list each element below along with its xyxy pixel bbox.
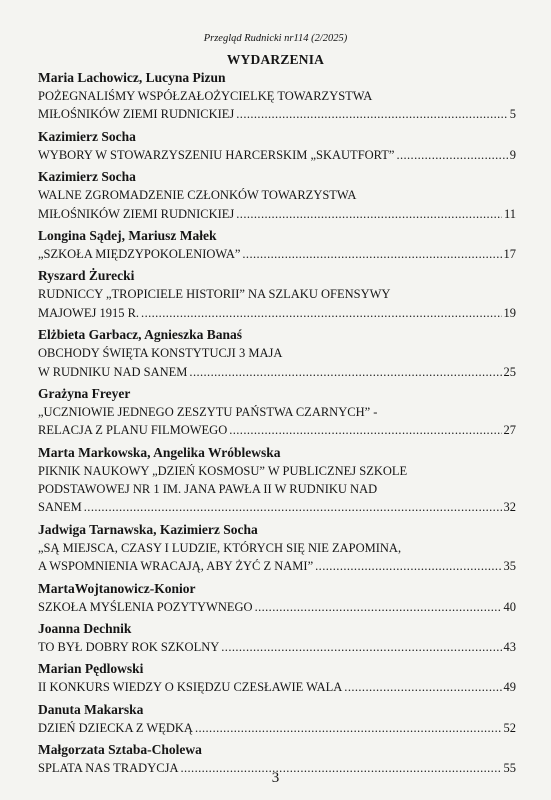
entry-author: Małgorzata Sztaba-Cholewa — [38, 742, 202, 758]
table-of-contents — [38, 68, 516, 781]
entry-author: Marian Pędlowski — [38, 661, 144, 677]
entry-page-number: 19 — [503, 305, 516, 320]
dot-leader — [255, 598, 502, 616]
toc-entry — [38, 520, 516, 576]
entry-title-text: TO BYŁ DOBRY ROK SZKOLNY — [38, 640, 220, 655]
entry-title-line: PIKNIK NAUKOWY „DZIEŃ KOSMOSU” W PUBLICZNEJ SZKOLE — [38, 463, 408, 478]
entry-title-text: MIŁOŚNIKÓW ZIEMI RUDNICKIEJ — [38, 206, 235, 221]
entry-title-text: A WSPOMNIENIA WRACAJĄ, ABY ŻYĆ Z NAMI” — [38, 559, 314, 574]
entry-page-number: 5 — [509, 107, 516, 122]
toc-entry — [38, 619, 516, 656]
entry-title-final-line — [38, 557, 516, 575]
entry-title-final-line — [38, 205, 516, 223]
entry-page-number: 32 — [503, 500, 516, 515]
dot-leader — [141, 304, 501, 322]
entry-title-line: „SĄ MIEJSCA, CZASY I LUDZIE, KTÓRYCH SIĘ NIE ZAPOMINA, — [38, 540, 402, 555]
entry-author: Danuta Makarska — [38, 701, 144, 717]
entry-title-text: MAJOWEJ 1915 R. — [38, 305, 140, 320]
toc-entry — [38, 579, 516, 616]
entry-title-text: SZKOŁA MYŚLENIA POZYTYWNEGO — [38, 599, 253, 614]
entry-title-text: SANEM — [38, 500, 82, 515]
entry-author: Marta Markowska, Angelika Wróblewska — [38, 444, 281, 460]
entry-page-number: 27 — [503, 423, 516, 438]
running-header: Przegląd Rudnicki nr114 (2/2025) — [203, 33, 348, 44]
dot-leader — [236, 205, 502, 223]
toc-entry — [38, 127, 516, 164]
page-number: 3 — [271, 770, 280, 786]
toc-entry — [38, 325, 516, 381]
entry-page-number: 25 — [503, 364, 516, 379]
entry-title-line: „UCZNIOWIE JEDNEGO ZESZYTU PAŃSTWA CZARNYCH” - — [38, 404, 378, 419]
entry-title-final-line — [38, 498, 516, 516]
entry-author: Maria Lachowicz, Lucyna Pizun — [38, 70, 226, 85]
toc-entry — [38, 700, 516, 737]
dot-leader — [396, 146, 507, 164]
dot-leader — [84, 498, 502, 516]
entry-title-text: RELACJA Z PLANU FILMOWEGO — [38, 423, 228, 438]
entry-author: Longina Sądej, Mariusz Małek — [38, 227, 217, 243]
entry-title-final-line — [38, 146, 516, 164]
entry-title-text: MIŁOŚNIKÓW ZIEMI RUDNICKIEJ — [38, 107, 235, 122]
entry-title-text: DZIEŃ DZIECKA Z WĘDKĄ — [38, 720, 193, 735]
entry-page-number: 43 — [503, 640, 516, 655]
dot-leader — [229, 421, 501, 439]
entry-title-line: RUDNICCY „TROPICIELE HISTORII” NA SZLAKU OFENSYWY — [38, 287, 391, 302]
toc-entry — [38, 266, 516, 322]
entry-title-text: WYBORY W STOWARZYSZENIU HARCERSKIM „SKAUTFORT” — [38, 147, 395, 162]
entry-author: Ryszard Żurecki — [38, 268, 135, 284]
entry-author: Jadwiga Tarnawska, Kazimierz Socha — [38, 521, 258, 537]
toc-entry — [38, 68, 516, 124]
entry-title-final-line — [38, 598, 516, 616]
entry-title-line: WALNE ZGROMADZENIE CZŁONKÓW TOWARZYSTWA — [38, 188, 357, 203]
entry-title-final-line — [38, 719, 516, 737]
entry-author: Kazimierz Socha — [38, 128, 136, 144]
entry-title-text: II KONKURS WIEDZY O KSIĘDZU CZESŁAWIE WALA — [38, 680, 343, 695]
dot-leader — [344, 678, 501, 696]
entry-author: Elżbieta Garbacz, Agnieszka Banaś — [38, 327, 243, 343]
entry-author: Joanna Dechnik — [38, 621, 132, 637]
entry-title-line: OBCHODY ŚWIĘTA KONSTYTUCJI 3 MAJA — [38, 346, 283, 361]
toc-entry — [38, 167, 516, 223]
entry-page-number: 11 — [503, 206, 516, 221]
toc-entry — [38, 659, 516, 696]
entry-title-final-line — [38, 245, 516, 263]
dot-leader — [189, 363, 501, 381]
entry-page-number: 52 — [503, 720, 516, 735]
entry-title-line: PODSTAWOWEJ NR 1 IM. JANA PAWŁA II W RUDNIKU NAD — [38, 482, 378, 497]
entry-title-line: POŻEGNALIŚMY WSPÓŁZAŁOŻYCIELKĘ TOWARZYSTWA — [38, 89, 373, 103]
entry-author: MartaWojtanowicz-Konior — [38, 580, 196, 596]
dot-leader — [242, 245, 501, 263]
entry-page-number: 17 — [503, 246, 516, 261]
entry-title-text: „SZKOŁA MIĘDZYPOKOLENIOWA” — [38, 246, 241, 261]
toc-entry — [38, 443, 516, 517]
entry-title-text: SPLATA NAS TRADYCJA — [38, 761, 179, 776]
entry-page-number: 40 — [503, 599, 516, 614]
entry-title-final-line — [38, 638, 516, 656]
entry-title-final-line — [38, 105, 516, 123]
dot-leader — [221, 638, 501, 656]
entry-author: Kazimierz Socha — [38, 169, 136, 185]
entry-page-number: 55 — [503, 761, 516, 776]
entry-title-final-line — [38, 304, 516, 322]
dot-leader — [315, 557, 501, 575]
section-title: WYDARZENIA — [226, 52, 325, 67]
entry-title-final-line — [38, 678, 516, 696]
entry-page-number: 35 — [503, 559, 516, 574]
entry-page-number: 49 — [503, 680, 516, 695]
entry-page-number: 9 — [509, 147, 516, 162]
toc-entry — [38, 226, 516, 263]
entry-author: Grażyna Freyer — [38, 385, 131, 401]
entry-title-text: W RUDNIKU NAD SANEM — [38, 364, 188, 379]
entry-title-final-line — [38, 421, 516, 439]
entry-title-final-line — [38, 363, 516, 381]
dot-leader — [195, 719, 502, 737]
toc-entry — [38, 384, 516, 440]
dot-leader — [236, 105, 507, 123]
